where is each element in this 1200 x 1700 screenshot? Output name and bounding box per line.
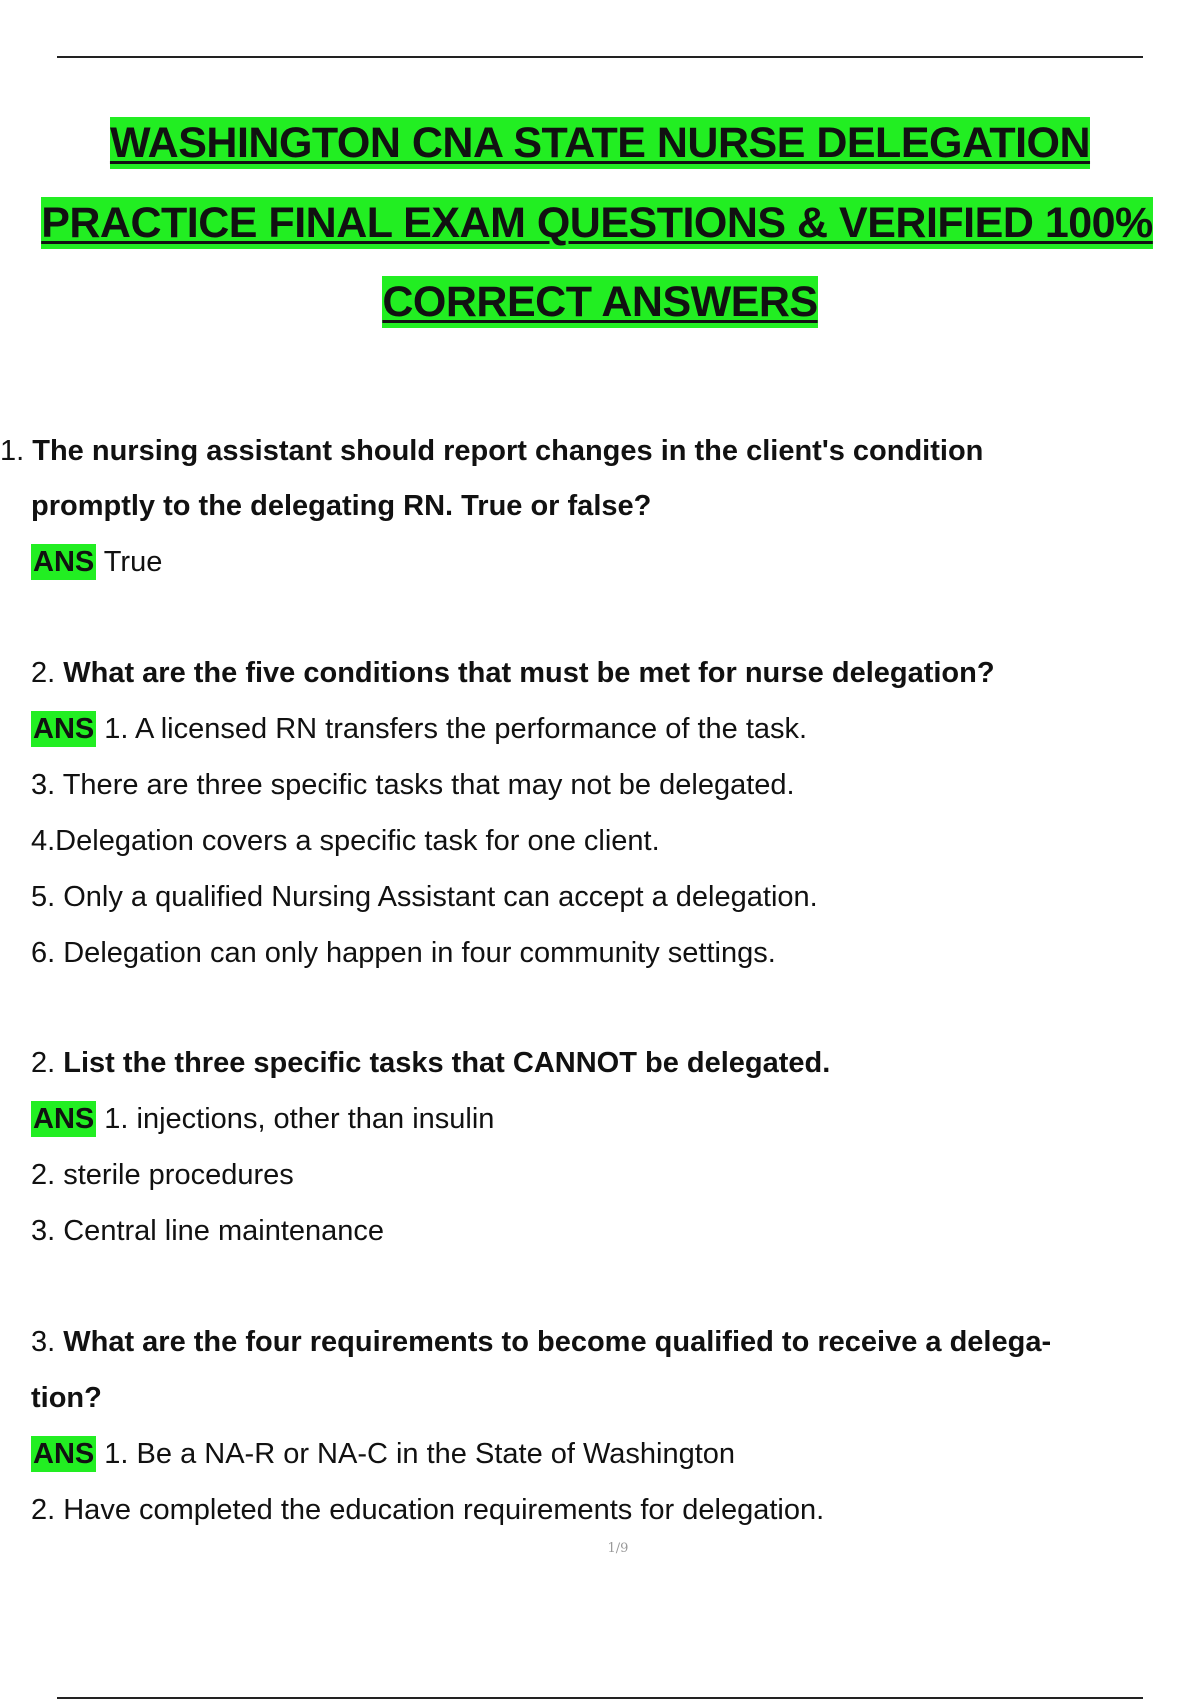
question-3-number: 2. bbox=[31, 1047, 56, 1079]
question-2-text: What are the five conditions that must be met for nurse delegation? bbox=[63, 657, 995, 689]
answer-3-item-3: 3. Central line maintenance bbox=[31, 1215, 385, 1247]
answer-1 bbox=[31, 548, 162, 577]
bottom-rule bbox=[57, 1697, 1143, 1699]
question-1 bbox=[0, 437, 983, 466]
answer-2-item-5: 5. Only a qualified Nursing Assistant can accept a delegation. bbox=[31, 881, 818, 913]
question-4-number: 3. bbox=[31, 1326, 56, 1358]
answer-2-item-1: 1. A licensed RN transfers the performance of the task. bbox=[104, 713, 808, 745]
question-3-text: List the three specific tasks that CANNOT be delegated. bbox=[63, 1047, 831, 1079]
question-4-line-1: What are the four requirements to become qualified to receive a delega- bbox=[63, 1326, 1052, 1358]
question-1-line-2: promptly to the delegating RN. True or false? bbox=[31, 490, 652, 522]
ans-badge: ANS bbox=[33, 713, 95, 745]
question-2-number: 2. bbox=[31, 657, 56, 689]
question-4 bbox=[31, 1328, 1051, 1357]
answer-2-item-3: 3. There are three specific tasks that may not be delegated. bbox=[31, 769, 795, 801]
answer-4 bbox=[31, 1440, 735, 1469]
ans-badge: ANS bbox=[33, 1438, 95, 1470]
answer-4-item-2: 2. Have completed the education requirements for delegation. bbox=[31, 1494, 825, 1526]
ans-badge: ANS bbox=[33, 1103, 95, 1135]
answer-1-text: True bbox=[103, 546, 163, 578]
title-line-1: WASHINGTON CNA STATE NURSE DELEGATION bbox=[109, 119, 1091, 167]
answer-3-item-1: 1. injections, other than insulin bbox=[104, 1103, 495, 1135]
page-number: 1/9 bbox=[607, 1541, 629, 1556]
title-line-2: PRACTICE FINAL EXAM QUESTIONS & VERIFIED 100% bbox=[41, 199, 1153, 247]
answer-4-item-1: 1. Be a NA-R or NA-C in the State of Washington bbox=[104, 1438, 736, 1470]
question-4-line-2: tion? bbox=[31, 1382, 102, 1414]
question-1-line-1: The nursing assistant should report changes in the client's condition bbox=[32, 435, 984, 467]
title-line-3: CORRECT ANSWERS bbox=[382, 278, 818, 326]
ans-badge: ANS bbox=[33, 546, 95, 578]
answer-3-item-2: 2. sterile procedures bbox=[31, 1159, 294, 1191]
question-1-number: 1. bbox=[0, 435, 25, 467]
answer-2 bbox=[31, 715, 807, 744]
answer-3 bbox=[31, 1105, 494, 1134]
top-rule bbox=[57, 56, 1143, 58]
question-3 bbox=[31, 1049, 830, 1078]
question-2 bbox=[31, 659, 995, 688]
answer-2-item-6: 6. Delegation can only happen in four community settings. bbox=[31, 937, 776, 969]
answer-2-item-4: 4.Delegation covers a specific task for one client. bbox=[31, 825, 660, 857]
